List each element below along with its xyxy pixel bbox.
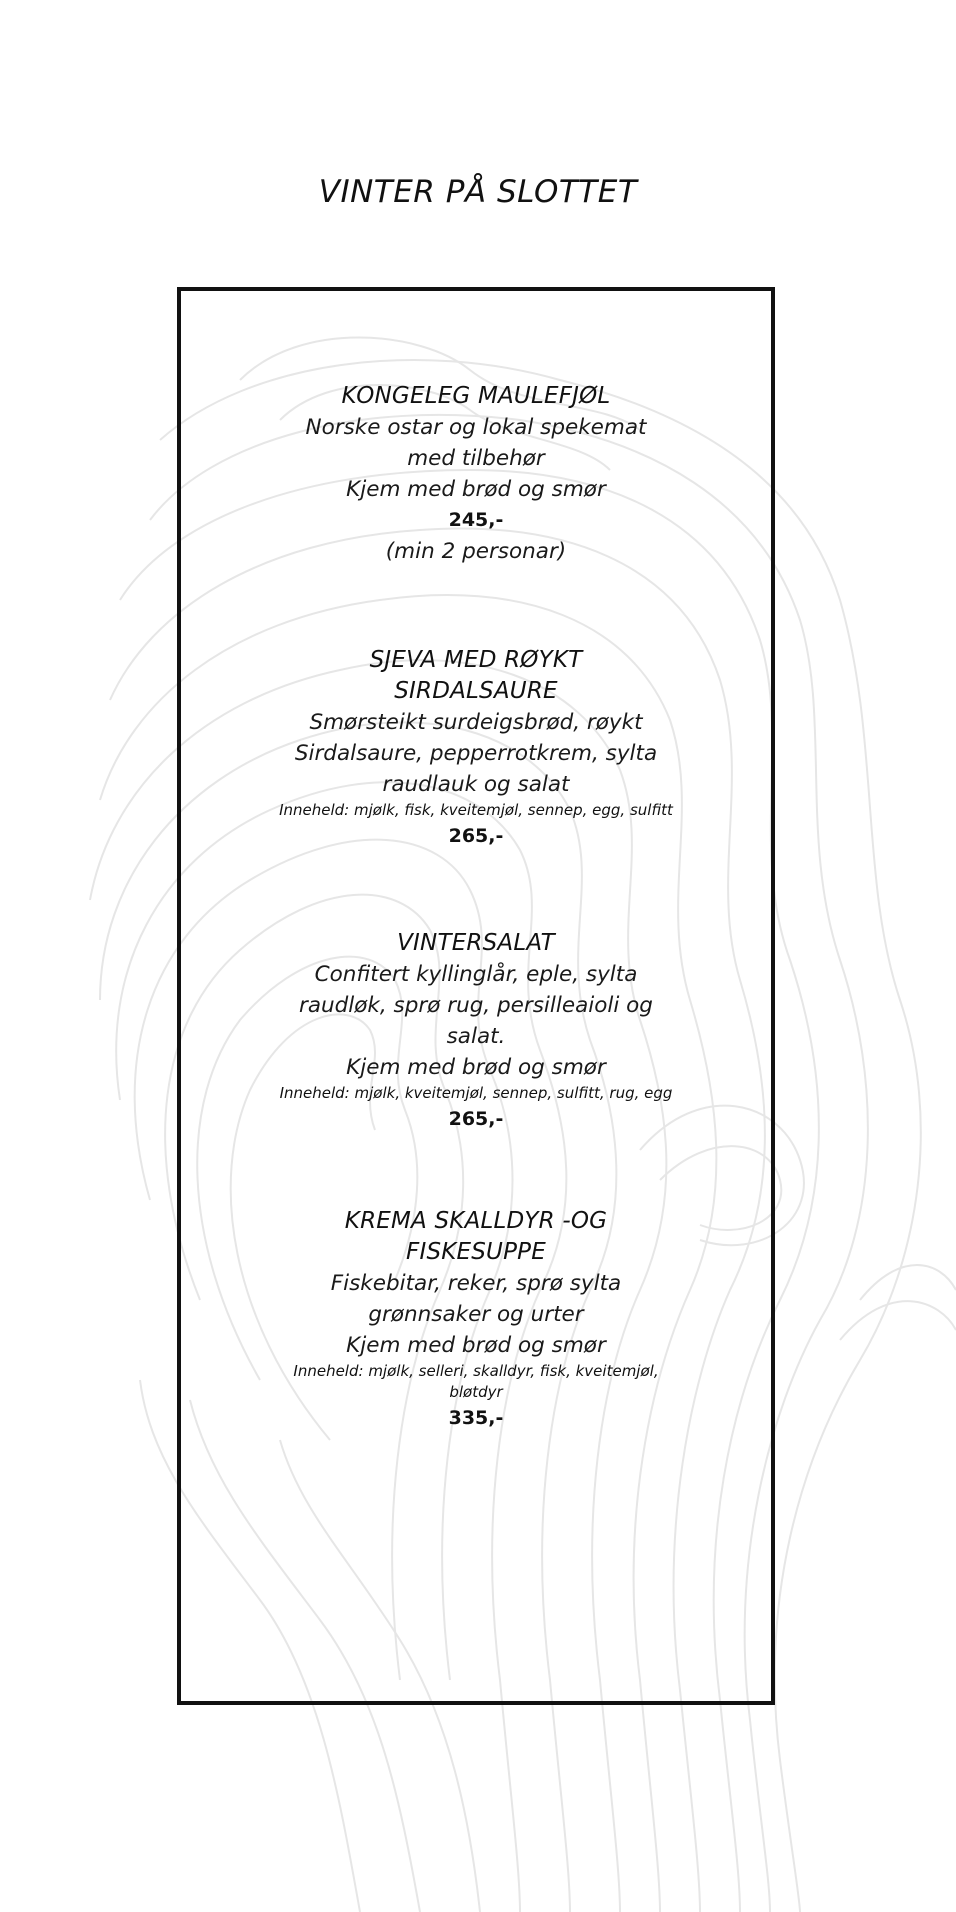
dish-description: grønnsaker og urter (368, 1302, 584, 1327)
dish-price: 245,- (448, 509, 504, 531)
menu-item (181, 928, 771, 1135)
dish-description: raudløk, sprø rug, persilleaioli og (299, 993, 653, 1018)
dish-description: Smørsteikt surdeigsbrød, røykt (309, 710, 643, 735)
dish-allergens: bløtdyr (449, 1383, 503, 1401)
dish-name: KONGELEG MAULEFJØL (341, 383, 611, 409)
dish-description: Confitert kyllinglår, eple, sylta (314, 962, 638, 987)
dish-name: KREMA SKALLDYR -OG (344, 1208, 608, 1234)
dish-name: SIRDALSAURE (394, 678, 558, 704)
dish-allergens: Inneheld: mjølk, selleri, skalldyr, fisk, kveitemjøl, (293, 1362, 659, 1380)
dish-description: med tilbehør (407, 446, 545, 471)
dish-description: Fiskebitar, reker, sprø sylta (330, 1271, 622, 1296)
dish-note: (min 2 personar) (385, 539, 567, 564)
menu-item (181, 381, 771, 567)
dish-name: FISKESUPPE (406, 1239, 546, 1265)
dish-price: 335,- (448, 1407, 504, 1429)
menu-item (181, 1206, 771, 1434)
dish-price: 265,- (448, 1108, 504, 1130)
dish-description: Kjem med brød og smør (346, 477, 606, 502)
dish-price: 265,- (448, 825, 504, 847)
dish-name: VINTERSALAT (397, 930, 555, 956)
dish-description: Norske ostar og lokal spekemat (305, 415, 647, 440)
menu-frame (177, 287, 775, 1705)
dish-allergens: Inneheld: mjølk, kveitemjøl, sennep, sulfitt, rug, egg (279, 1084, 673, 1102)
dish-description: Kjem med brød og smør (346, 1055, 606, 1080)
dish-description: salat. (446, 1024, 506, 1049)
dish-description: Sirdalsaure, pepperrotkrem, sylta (294, 741, 658, 766)
dish-name: SJEVA MED RØYKT (369, 647, 583, 673)
menu-item (181, 645, 771, 852)
dish-allergens: Inneheld: mjølk, fisk, kveitemjøl, sennep, egg, sulfitt (279, 801, 673, 819)
dish-description: Kjem med brød og smør (346, 1333, 606, 1358)
dish-description: raudlauk og salat (382, 772, 570, 797)
page-title: VINTER PÅ SLOTTET (318, 174, 638, 210)
